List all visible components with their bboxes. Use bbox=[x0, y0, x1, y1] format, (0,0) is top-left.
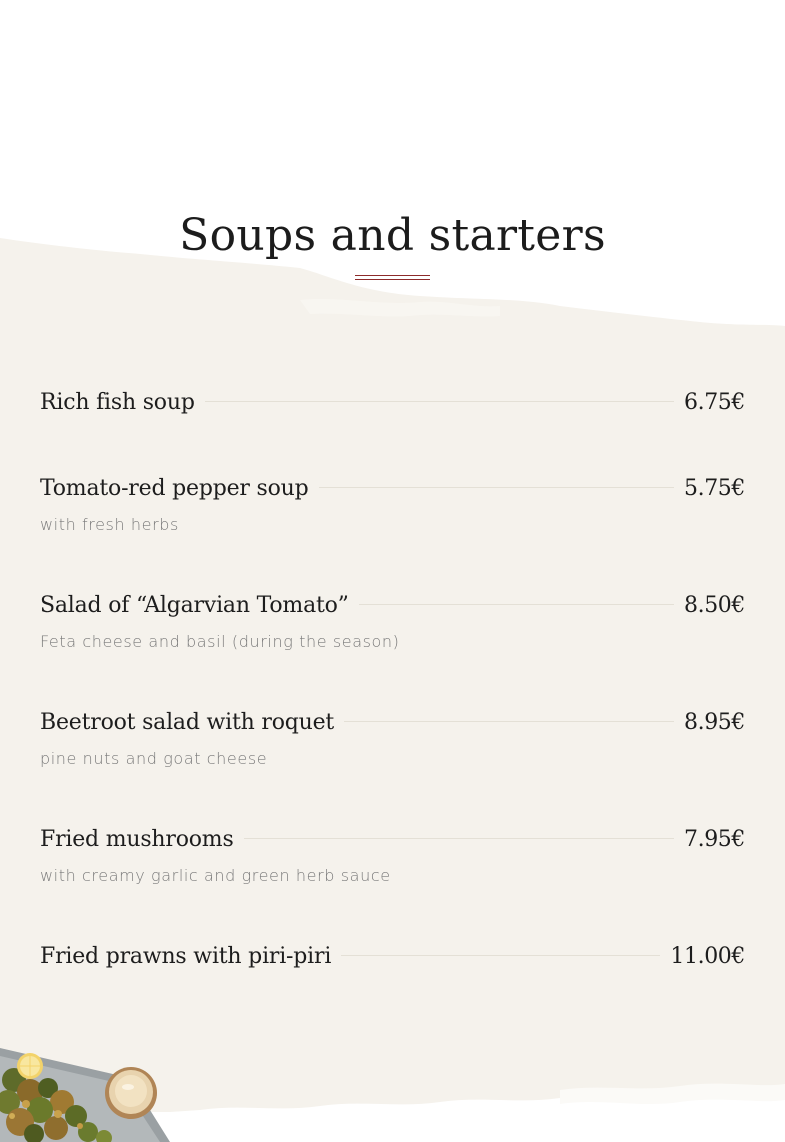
menu-item-name: Salad of “Algarvian Tomato” bbox=[40, 593, 349, 618]
page-title: Soups and starters bbox=[179, 210, 606, 261]
menu-item-price: 7.95€ bbox=[684, 827, 745, 852]
menu-item-row bbox=[40, 593, 745, 618]
menu-item-row bbox=[40, 390, 745, 415]
price-leader-line bbox=[205, 401, 674, 402]
menu-item bbox=[40, 390, 745, 415]
title-underline-line-top bbox=[355, 275, 430, 276]
menu-item-description: Feta cheese and basil (during the season) bbox=[40, 632, 400, 651]
menu-item-price: 11.00€ bbox=[670, 944, 745, 969]
price-leader-line bbox=[341, 955, 660, 956]
menu-item-row bbox=[40, 710, 745, 735]
menu-item-row bbox=[40, 944, 745, 969]
menu-item-description: with fresh herbs bbox=[40, 515, 179, 534]
menu-item-name: Beetroot salad with roquet bbox=[40, 710, 335, 735]
food-photo-image bbox=[0, 1030, 170, 1142]
menu-item-name: Fried mushrooms bbox=[40, 827, 234, 852]
menu-item bbox=[40, 476, 745, 534]
price-leader-line bbox=[344, 721, 674, 722]
title-underline bbox=[355, 275, 430, 280]
price-leader-line bbox=[359, 604, 674, 605]
menu-item-price: 5.75€ bbox=[684, 476, 745, 501]
price-leader-line bbox=[319, 487, 675, 488]
menu-item-price: 6.75€ bbox=[684, 390, 745, 415]
menu-item bbox=[40, 827, 745, 885]
menu-item-price: 8.95€ bbox=[684, 710, 745, 735]
title-underline-line-bottom bbox=[355, 279, 430, 280]
price-leader-line bbox=[244, 838, 674, 839]
menu-item-row bbox=[40, 827, 745, 852]
menu-item-name: Rich fish soup bbox=[40, 390, 195, 415]
menu-item-name: Fried prawns with piri-piri bbox=[40, 944, 332, 969]
menu-item-row bbox=[40, 476, 745, 501]
menu-item-name: Tomato-red pepper soup bbox=[40, 476, 309, 501]
menu-item-description: with creamy garlic and green herb sauce bbox=[40, 866, 391, 885]
menu-item-price: 8.50€ bbox=[684, 593, 745, 618]
menu-item bbox=[40, 710, 745, 768]
menu-item bbox=[40, 593, 745, 651]
menu-item bbox=[40, 944, 745, 969]
menu-item-description: pine nuts and goat cheese bbox=[40, 749, 268, 768]
